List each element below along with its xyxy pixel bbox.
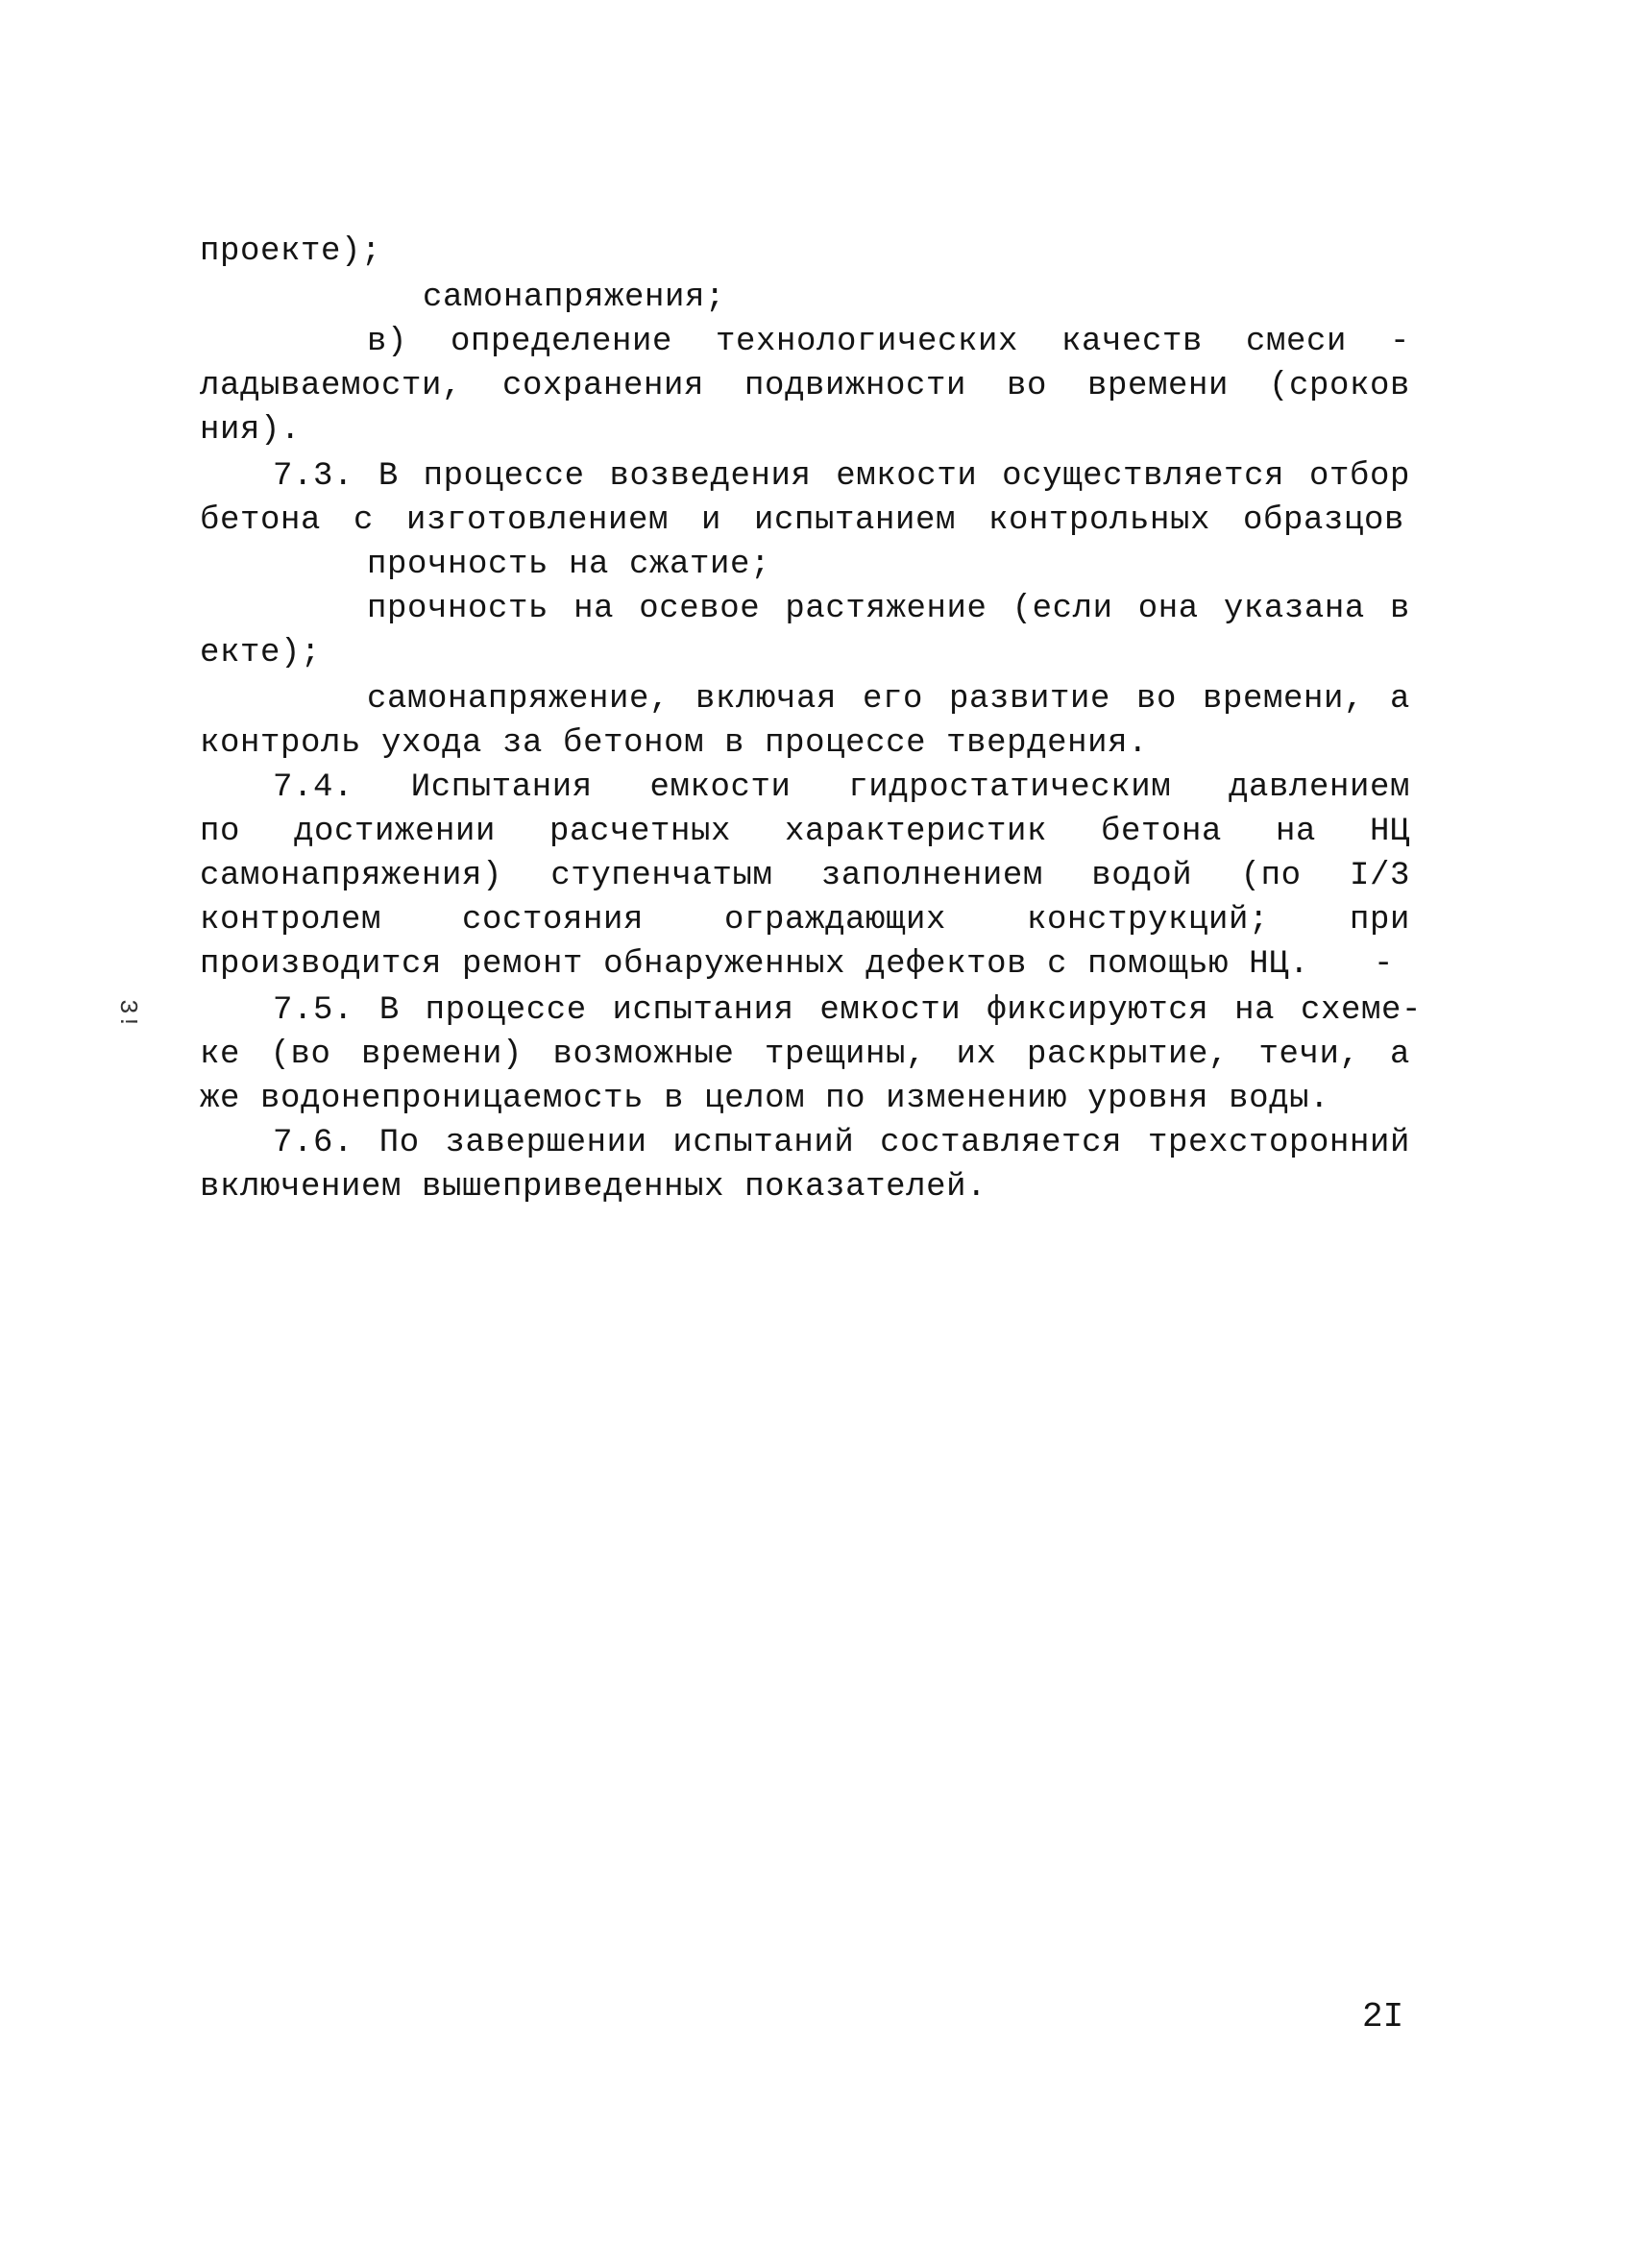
paragraph-7-5-line-2: ке (во времени) возможные трещины, их раскрытие, течи, а: [200, 1036, 1410, 1073]
text-line-2: самонапряжения;: [423, 280, 726, 316]
list-item-compression: прочность на сжатие;: [367, 547, 771, 583]
paragraph-7-4-line-1: 7.4. Испытания емкости гидростатическим давлением: [273, 769, 1410, 806]
text-line-4: ладываемости, сохранения подвижности во времени (сроков: [200, 368, 1410, 404]
paragraph-7-4-line-2: по достижении расчетных характеристик бетона на НЦ: [200, 814, 1410, 850]
text-line-3: в) определение технологических качеств смеси -: [367, 324, 1410, 360]
stray-dash: -: [1374, 946, 1395, 983]
list-item-self-stress-line-2: контроль ухода за бетоном в процессе твердения.: [200, 725, 1149, 762]
paragraph-7-4-line-5: производится ремонт обнаруженных дефектов с помощью НЦ.: [200, 946, 1310, 983]
list-item-self-stress-line-1: самонапряжение, включая его развитие во времени, а: [367, 681, 1410, 718]
list-item-tension-line-2: екте);: [200, 635, 322, 671]
margin-mark: 3!: [113, 999, 142, 1030]
text-line-5: ния).: [200, 412, 302, 449]
paragraph-7-3-line-2: бетона с изготовлением и испытанием контрольных образцов: [200, 502, 1404, 539]
paragraph-7-6-line-1: 7.6. По завершении испытаний составляется трехсторонний: [273, 1125, 1410, 1161]
paragraph-7-5-line-3: же водонепроницаемость в целом по изменению уровня воды.: [200, 1081, 1330, 1117]
paragraph-7-4-line-3: самонапряжения) ступенчатым заполнением водой (по I/3: [200, 858, 1410, 894]
paragraph-7-4-line-4: контролем состояния ограждающих конструкций; при: [200, 902, 1410, 939]
paragraph-7-6-line-2: включением вышеприведенных показателей.: [200, 1169, 987, 1206]
text-line-1: проекте);: [200, 233, 382, 270]
page-number: 2I: [1362, 1997, 1404, 2036]
paragraph-7-3-line-1: 7.3. В процессе возведения емкости осуществляется отбор: [273, 458, 1410, 495]
paragraph-7-5-line-1: 7.5. В процессе испытания емкости фиксируются на схеме-: [273, 992, 1422, 1029]
list-item-tension-line-1: прочность на осевое растяжение (если она указана в: [367, 591, 1410, 627]
